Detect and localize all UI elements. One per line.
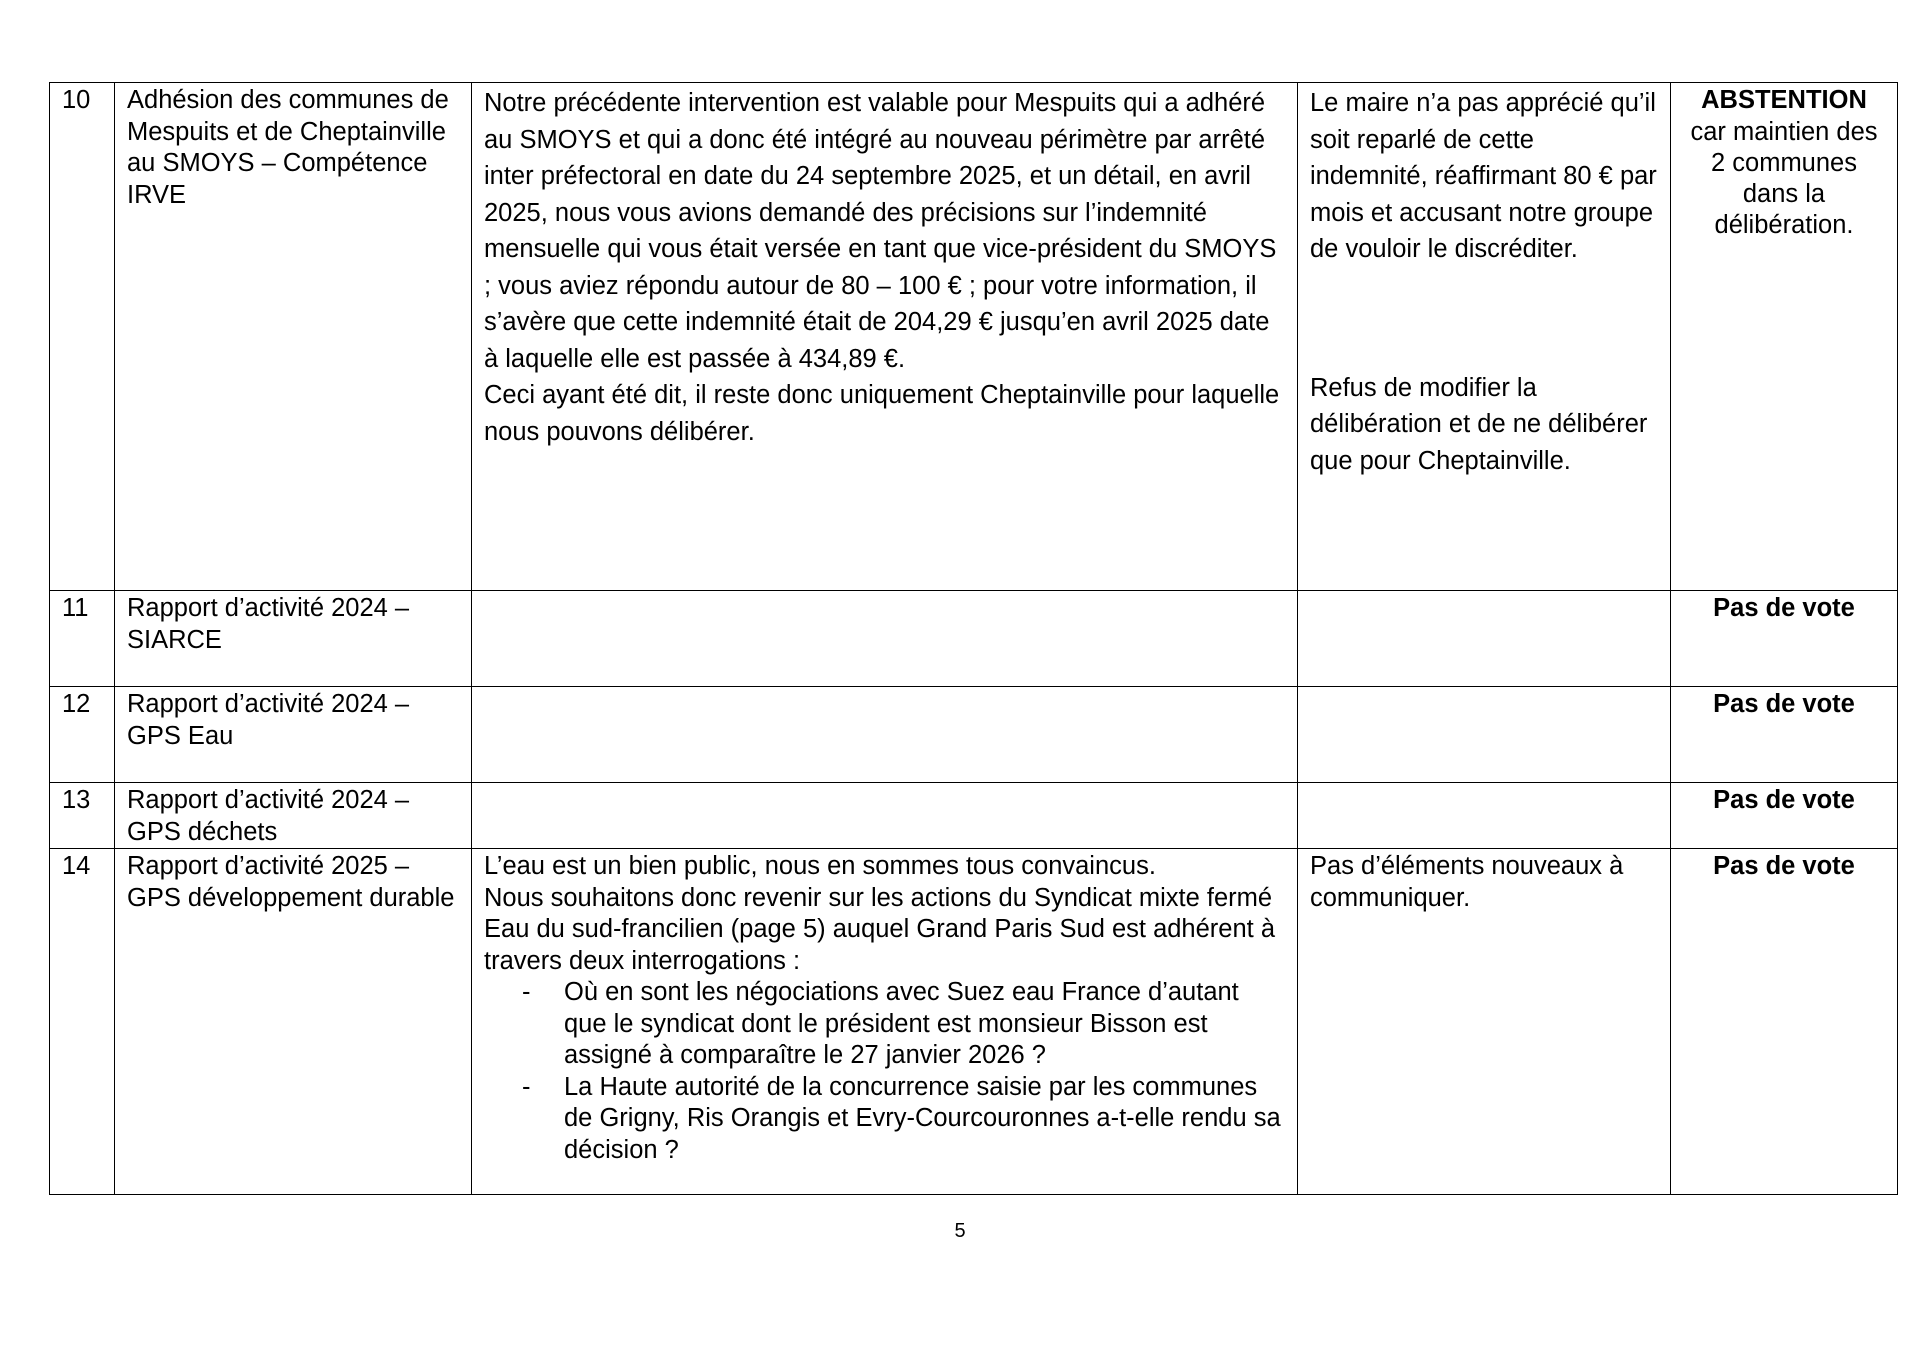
vote-result: Pas de vote — [1713, 594, 1855, 622]
vote-result: Pas de vote — [1713, 852, 1855, 880]
response-paragraph: Le maire n’a pas apprécié qu’il soit reparlé de cette indemnité, réaffirmant 80 € par mois et accusant notre groupe de vouloir le discréditer. — [1310, 89, 1657, 263]
minutes-table — [49, 82, 1898, 1195]
response-cell — [1298, 849, 1671, 1195]
table-row — [50, 687, 1898, 783]
vote-result: Pas de vote — [1713, 690, 1855, 718]
item-title: Adhésion des communes de Mespuits et de Cheptainville au SMOYS – Compétence IRVE — [115, 83, 472, 591]
intervention-paragraph: Nous souhaitons donc revenir sur les actions du Syndicat mixte fermé Eau du sud-francilien (page 5) auquel Grand Paris Sud est adhérent à travers deux interrogations : — [484, 883, 1275, 975]
table-row — [50, 783, 1898, 849]
item-number: 14 — [50, 849, 115, 1195]
vote-result: Pas de vote — [1713, 786, 1855, 814]
paragraph-spacer — [1310, 268, 1658, 370]
page-number: 5 — [954, 1220, 966, 1242]
intervention-cell — [472, 687, 1298, 783]
item-title: Rapport d’activité 2024 – GPS Eau — [115, 687, 472, 783]
table-row — [50, 83, 1898, 591]
vote-cell — [1671, 849, 1898, 1195]
response-cell — [1298, 591, 1671, 687]
vote-cell — [1671, 783, 1898, 849]
item-title: Rapport d’activité 2024 – GPS déchets — [115, 783, 472, 849]
item-number: 12 — [50, 687, 115, 783]
response-paragraph: Pas d’éléments nouveaux à communiquer. — [1310, 852, 1624, 912]
table-row — [50, 849, 1898, 1195]
table-row — [50, 591, 1898, 687]
response-cell — [1298, 83, 1671, 591]
item-title: Rapport d’activité 2025 – GPS développement durable — [115, 849, 472, 1195]
item-number: 10 — [50, 83, 115, 591]
question-list — [484, 977, 1285, 1166]
intervention-paragraph: Ceci ayant été dit, il reste donc uniquement Cheptainville pour laquelle nous pouvons délibérer. — [484, 381, 1280, 446]
intervention-cell — [472, 83, 1298, 591]
question-item: - Où en sont les négociations avec Suez eau France d’autant que le syndicat dont le président est monsieur Bisson est assigné à comparaître le 27 janvier 2026 ? — [484, 977, 1285, 1072]
vote-cell — [1671, 591, 1898, 687]
question-item: - La Haute autorité de la concurrence saisie par les communes de Grigny, Ris Orangis et Evry-Courcouronnes a-t-elle rendu sa décision ? — [484, 1072, 1285, 1167]
vote-cell — [1671, 687, 1898, 783]
vote-result: ABSTENTION — [1701, 86, 1867, 114]
item-title: Rapport d’activité 2024 – SIARCE — [115, 591, 472, 687]
intervention-cell — [472, 591, 1298, 687]
response-cell — [1298, 687, 1671, 783]
vote-cell — [1671, 83, 1898, 591]
response-paragraph: Refus de modifier la délibération et de ne délibérer que pour Cheptainville. — [1310, 373, 1648, 475]
intervention-cell — [472, 849, 1298, 1195]
item-number: 13 — [50, 783, 115, 849]
item-number: 11 — [50, 591, 115, 687]
intervention-cell — [472, 783, 1298, 849]
intervention-paragraph: Notre précédente intervention est valable pour Mespuits qui a adhéré au SMOYS et qui a donc été intégré au nouveau périmètre par arrêté inter préfectoral en date du 24 septembre 2025, et un détail, en avril 2025, nous vous avions demandé des précisions sur l’indemnité mensuelle qui vous était versée en tant que vice-président du SMOYS ; vous aviez répondu autour de 80 – 100 € ; pour votre information, il s’avère que cette indemnité était de 204,29 € jusqu’en avril 2025 date à laquelle elle est passée à 434,89 €. — [484, 89, 1277, 373]
intervention-paragraph: L’eau est un bien public, nous en sommes tous convaincus. — [484, 852, 1156, 880]
response-cell — [1298, 783, 1671, 849]
vote-note: car maintien des 2 communes dans la délibération. — [1690, 117, 1878, 239]
